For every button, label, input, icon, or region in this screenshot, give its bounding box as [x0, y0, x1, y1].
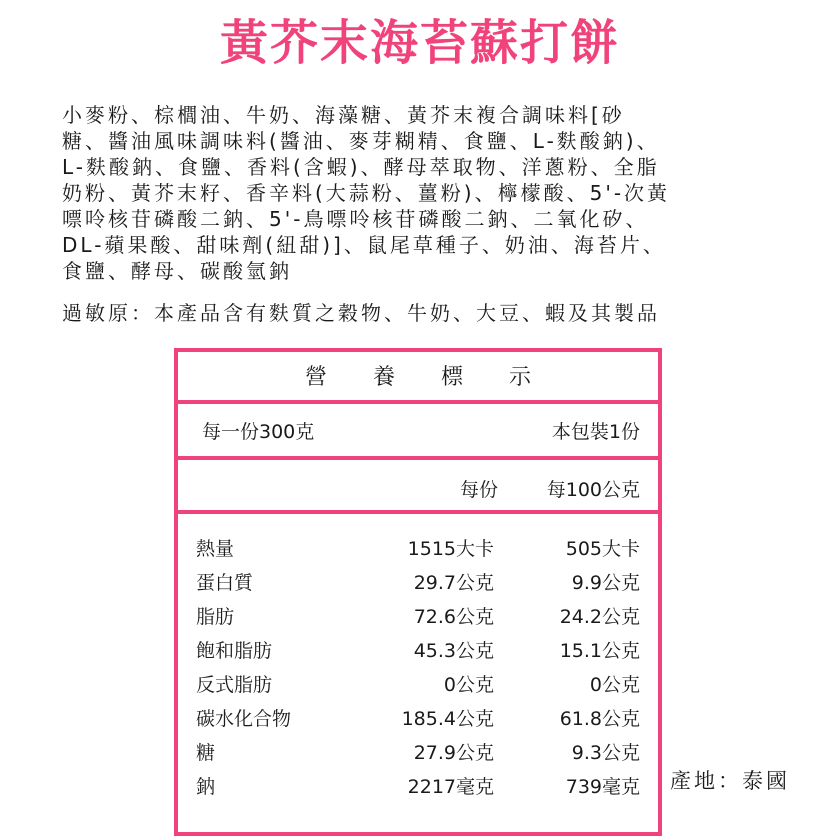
serving-size: 每一份300克 — [202, 421, 315, 443]
nutrition-facts-table — [174, 348, 662, 836]
nutrient-name: 飽和脂肪 — [196, 640, 273, 662]
nutrient-row — [178, 634, 658, 668]
product-title: 黃芥末海苔蘇打餅 — [219, 15, 620, 71]
ingredients-text: 小麥粉、棕櫚油、牛奶、海藻糖、黃芥末複合調味料[砂 糖、醬油風味調味料(醬油、麥芽糊精、食鹽、L-麩酸鈉)、 L-麩酸鈉、食鹽、香料(含蝦)、酵母萃取物、洋蔥粉、全脂 奶粉、黃芥末籽、香辛料(大蒜粉、薑粉)、檸檬酸、5'-次黃 嘌呤核苷磷酸二鈉、5'-鳥嘌呤核苷磷酸二鈉、二氧化矽、 DL-蘋果酸、甜味劑(紐甜)]、鼠尾草種子、奶油、海苔片、 食鹽、酵母、碳酸氫鈉 — [62, 103, 671, 283]
nutrition-header: 營養標示 — [178, 352, 658, 404]
nutrient-row — [178, 770, 658, 804]
nutrient-row — [178, 702, 658, 736]
nutrient-per-100g: 9.9公克 — [571, 572, 640, 594]
nutrient-name: 蛋白質 — [196, 572, 254, 594]
nutrient-name: 糖 — [196, 742, 216, 764]
nutrient-per-100g: 0公克 — [589, 674, 640, 696]
allergen-text: 過敏原：本產品含有麩質之穀物、牛奶、大豆、蝦及其製品 — [62, 301, 660, 325]
nutrient-row — [178, 668, 658, 702]
nutrient-per-serving: 72.6公克 — [413, 606, 494, 628]
nutrient-per-100g: 15.1公克 — [559, 640, 640, 662]
nutrient-per-serving: 45.3公克 — [413, 640, 494, 662]
nutrient-name: 脂肪 — [196, 606, 235, 628]
col-per-serving: 每份 — [459, 479, 498, 501]
nutrient-per-serving: 29.7公克 — [413, 572, 494, 594]
nutrient-name: 反式脂肪 — [196, 674, 273, 696]
nutrient-per-100g: 739毫克 — [565, 776, 640, 798]
nutrient-row — [178, 736, 658, 770]
nutrient-row — [178, 566, 658, 600]
nutrient-per-100g: 9.3公克 — [571, 742, 640, 764]
nutrient-name: 熱量 — [196, 538, 235, 560]
nutrient-per-serving: 0公克 — [443, 674, 494, 696]
col-per-100g: 每100公克 — [546, 479, 640, 501]
nutrient-per-serving: 2217毫克 — [407, 776, 494, 798]
nutrient-per-serving: 27.9公克 — [413, 742, 494, 764]
nutrient-per-100g: 505大卡 — [565, 538, 640, 560]
nutrient-name: 碳水化合物 — [196, 708, 292, 730]
nutrient-row — [178, 532, 658, 566]
nutrient-per-serving: 1515大卡 — [407, 538, 494, 560]
nutrient-rows — [178, 532, 658, 804]
servings-per-package: 本包裝1份 — [551, 421, 640, 443]
country-of-origin: 產地：泰國 — [670, 769, 790, 793]
nutrient-per-serving: 185.4公克 — [401, 708, 494, 730]
nutrient-per-100g: 24.2公克 — [559, 606, 640, 628]
nutrient-row — [178, 600, 658, 634]
nutrient-name: 鈉 — [196, 776, 216, 798]
column-headers — [178, 460, 658, 514]
serving-row — [178, 408, 658, 460]
nutrient-per-100g: 61.8公克 — [559, 708, 640, 730]
